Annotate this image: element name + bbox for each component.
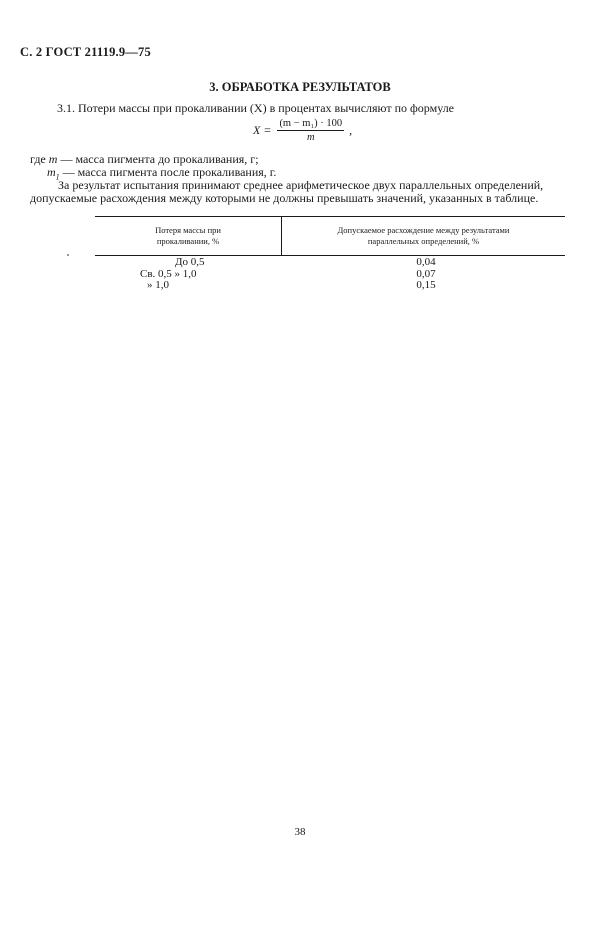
paragraph-result-cont: допускаемые расхождения между которыми не должны превышать значений, указанных в таблице. xyxy=(30,191,539,205)
cell-tolerance: 0,07 xyxy=(416,267,436,280)
tolerance-table xyxy=(95,216,565,292)
table-header-tolerance xyxy=(282,217,565,255)
header-loss-line-2: прокаливании, % xyxy=(156,236,220,246)
header-tolerance-line-2: параллельных определений, % xyxy=(367,236,480,246)
where-text-1: — масса пигмента до прокаливания, г; xyxy=(60,152,259,166)
paragraph-3-1: 3.1. Потери массы при прокаливании (X) в процентах вычисляют по формуле xyxy=(57,101,455,115)
scan-speck xyxy=(67,254,69,256)
table-row xyxy=(95,280,565,292)
cell-loss xyxy=(95,280,281,292)
where-symbol-m1-sub: 1 xyxy=(55,172,60,182)
header-tolerance-line-1: Допускаемое расхождение между результатами xyxy=(337,225,510,235)
cell-loss-text: » 1,0 xyxy=(147,279,169,291)
where-line-1 xyxy=(30,152,259,166)
table-row xyxy=(95,257,565,269)
cell-tolerance: 0,04 xyxy=(416,256,436,268)
formula-numerator: (m − m₁) · 100 xyxy=(279,118,343,129)
loss-formula xyxy=(253,118,352,143)
header-loss-line-1: Потеря массы при xyxy=(155,225,221,235)
table-body xyxy=(95,256,565,292)
cell-tolerance: 0,15 xyxy=(416,279,436,291)
section-title: 3. ОБРАБОТКА РЕЗУЛЬТАТОВ xyxy=(209,80,391,94)
table-header-loss xyxy=(95,217,282,255)
cell-loss-text: Св. 0,5 » 1,0 xyxy=(140,267,197,280)
cell-loss-text: До 0,5 xyxy=(175,256,205,268)
document-header: С. 2 ГОСТ 21119.9—75 xyxy=(20,45,151,59)
cell-loss xyxy=(95,257,281,269)
where-symbol-m1-base: m xyxy=(47,165,56,179)
cell-loss xyxy=(95,269,281,281)
where-symbol-m1 xyxy=(47,165,60,182)
formula-fraction xyxy=(277,118,344,143)
page-number: 38 xyxy=(294,826,306,838)
where-symbol-m: m xyxy=(48,152,58,166)
where-prefix: где xyxy=(30,152,46,166)
formula-trail: , xyxy=(349,123,353,137)
paragraph-result: За результат испытания принимают среднее арифметическое двух параллельных определений, xyxy=(58,178,544,192)
table-header xyxy=(95,216,565,256)
formula-lhs: X = xyxy=(253,123,272,137)
where-text-2: — масса пигмента после прокаливания, г. xyxy=(62,165,277,179)
formula-denominator: m xyxy=(306,132,315,143)
